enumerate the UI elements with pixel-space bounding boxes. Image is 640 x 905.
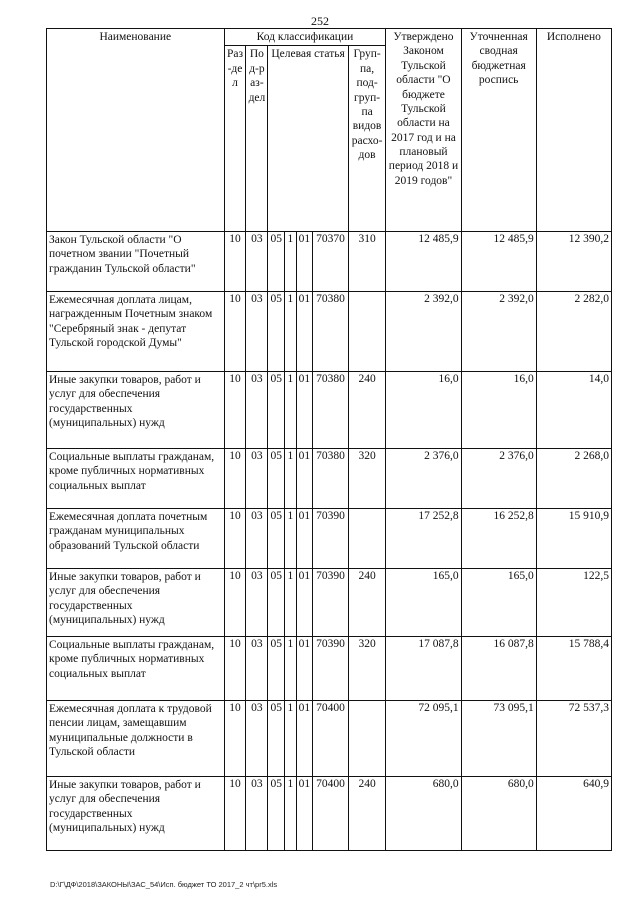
row-refined: 2 376,0 <box>461 449 536 509</box>
row-cs2: 1 <box>285 777 296 851</box>
row-rz: 10 <box>224 509 246 569</box>
header-target: Целевая статья <box>268 46 348 232</box>
row-refined: 16,0 <box>461 372 536 449</box>
row-cs1: 05 <box>268 292 285 372</box>
row-cs4: 70390 <box>313 569 349 637</box>
row-cs2: 1 <box>285 232 296 292</box>
row-cs3: 01 <box>296 777 313 851</box>
row-cs4: 70390 <box>313 509 349 569</box>
header-razdel: Раз-дел <box>224 46 246 232</box>
row-rz: 10 <box>224 637 246 701</box>
row-pr: 03 <box>246 777 268 851</box>
page-number: 252 <box>311 14 329 28</box>
row-refined: 12 485,9 <box>461 232 536 292</box>
row-name: Иные закупки товаров, работ и услуг для обеспечения государственных (муниципальных) нужд <box>47 372 225 449</box>
row-cs4: 70390 <box>313 637 349 701</box>
row-cs3: 01 <box>296 701 313 777</box>
row-approved: 17 252,8 <box>386 509 461 569</box>
table-row <box>47 701 612 777</box>
row-cs4: 70400 <box>313 777 349 851</box>
table-row <box>47 449 612 509</box>
header-approved: Утверждено Законом Тульской области "О бюджете Тульской области на 2017 год и на плановый период 2018 и 2019 годов" <box>386 29 461 232</box>
row-cs2: 1 <box>285 569 296 637</box>
row-cs1: 05 <box>268 777 285 851</box>
row-approved: 680,0 <box>386 777 461 851</box>
row-cs3: 01 <box>296 372 313 449</box>
row-cs2: 1 <box>285 372 296 449</box>
row-name: Ежемесячная доплата почетным гражданам муниципальных образований Тульской области <box>47 509 225 569</box>
row-vr: 310 <box>348 232 386 292</box>
row-vr: 240 <box>348 569 386 637</box>
row-vr <box>348 701 386 777</box>
header-refined: Уточненная сводная бюджетная роспись <box>461 29 536 232</box>
row-cs4: 70380 <box>313 449 349 509</box>
row-approved: 72 095,1 <box>386 701 461 777</box>
row-cs3: 01 <box>296 509 313 569</box>
row-pr: 03 <box>246 509 268 569</box>
row-vr: 240 <box>348 777 386 851</box>
row-executed: 2 282,0 <box>536 292 611 372</box>
row-cs3: 01 <box>296 637 313 701</box>
header-code: Код классификации <box>224 29 386 46</box>
row-pr: 03 <box>246 569 268 637</box>
row-name: Ежемесячная доплата лицам, награжденным Почетным знаком "Серебряный знак - депутат Тульской городской Думы" <box>47 292 225 372</box>
row-cs1: 05 <box>268 701 285 777</box>
row-approved: 2 376,0 <box>386 449 461 509</box>
row-cs4: 70380 <box>313 292 349 372</box>
table-row <box>47 637 612 701</box>
row-vr: 320 <box>348 637 386 701</box>
row-cs1: 05 <box>268 232 285 292</box>
row-cs4: 70380 <box>313 372 349 449</box>
row-cs3: 01 <box>296 449 313 509</box>
row-cs2: 1 <box>285 509 296 569</box>
table-row <box>47 232 612 292</box>
row-rz: 10 <box>224 569 246 637</box>
row-refined: 165,0 <box>461 569 536 637</box>
row-cs3: 01 <box>296 232 313 292</box>
row-refined: 16 087,8 <box>461 637 536 701</box>
row-executed: 15 910,9 <box>536 509 611 569</box>
row-executed: 2 268,0 <box>536 449 611 509</box>
table-row <box>47 509 612 569</box>
table-row <box>47 569 612 637</box>
header-name: Наименование <box>47 29 225 232</box>
row-refined: 73 095,1 <box>461 701 536 777</box>
table-row <box>47 372 612 449</box>
row-pr: 03 <box>246 449 268 509</box>
row-cs1: 05 <box>268 569 285 637</box>
row-rz: 10 <box>224 449 246 509</box>
row-executed: 15 788,4 <box>536 637 611 701</box>
row-name: Ежемесячная доплата к трудовой пенсии лицам, замещавшим муниципальные должности в Тульской области <box>47 701 225 777</box>
row-executed: 14,0 <box>536 372 611 449</box>
header-group: Груп-па, под-груп-па видов расхо-дов <box>348 46 386 232</box>
row-rz: 10 <box>224 232 246 292</box>
row-executed: 122,5 <box>536 569 611 637</box>
row-executed: 72 537,3 <box>536 701 611 777</box>
row-cs1: 05 <box>268 509 285 569</box>
header-executed: Исполнено <box>536 29 611 232</box>
row-rz: 10 <box>224 292 246 372</box>
budget-table <box>46 28 612 851</box>
row-refined: 680,0 <box>461 777 536 851</box>
row-cs3: 01 <box>296 292 313 372</box>
row-name: Закон Тульской области "О почетном звании "Почетный гражданин Тульской области" <box>47 232 225 292</box>
row-approved: 165,0 <box>386 569 461 637</box>
row-rz: 10 <box>224 701 246 777</box>
header-podrazdel: Под-раз-дел <box>246 46 268 232</box>
row-rz: 10 <box>224 777 246 851</box>
row-pr: 03 <box>246 232 268 292</box>
row-pr: 03 <box>246 292 268 372</box>
row-cs2: 1 <box>285 292 296 372</box>
row-pr: 03 <box>246 701 268 777</box>
row-executed: 12 390,2 <box>536 232 611 292</box>
row-executed: 640,9 <box>536 777 611 851</box>
row-approved: 12 485,9 <box>386 232 461 292</box>
row-vr: 320 <box>348 449 386 509</box>
row-cs3: 01 <box>296 569 313 637</box>
row-approved: 17 087,8 <box>386 637 461 701</box>
row-cs1: 05 <box>268 637 285 701</box>
row-cs2: 1 <box>285 637 296 701</box>
table-row <box>47 292 612 372</box>
table-row <box>47 777 612 851</box>
row-cs4: 70370 <box>313 232 349 292</box>
row-approved: 2 392,0 <box>386 292 461 372</box>
row-vr <box>348 509 386 569</box>
row-cs2: 1 <box>285 701 296 777</box>
row-rz: 10 <box>224 372 246 449</box>
row-cs2: 1 <box>285 449 296 509</box>
file-path-footer: D:\Г\ДФ\2018\ЗАКОНЫ\ЗАС_54\Исп. бюджет ТО 2017_2 чт\pr5.xls <box>50 880 278 889</box>
row-pr: 03 <box>246 637 268 701</box>
row-cs1: 05 <box>268 449 285 509</box>
row-vr <box>348 292 386 372</box>
row-name: Социальные выплаты гражданам, кроме публичных нормативных социальных выплат <box>47 449 225 509</box>
row-name: Иные закупки товаров, работ и услуг для обеспечения государственных (муниципальных) нужд <box>47 777 225 851</box>
row-approved: 16,0 <box>386 372 461 449</box>
row-name: Иные закупки товаров, работ и услуг для обеспечения государственных (муниципальных) нужд <box>47 569 225 637</box>
row-vr: 240 <box>348 372 386 449</box>
row-refined: 16 252,8 <box>461 509 536 569</box>
row-pr: 03 <box>246 372 268 449</box>
row-cs1: 05 <box>268 372 285 449</box>
row-refined: 2 392,0 <box>461 292 536 372</box>
row-cs4: 70400 <box>313 701 349 777</box>
row-name: Социальные выплаты гражданам, кроме публичных нормативных социальных выплат <box>47 637 225 701</box>
